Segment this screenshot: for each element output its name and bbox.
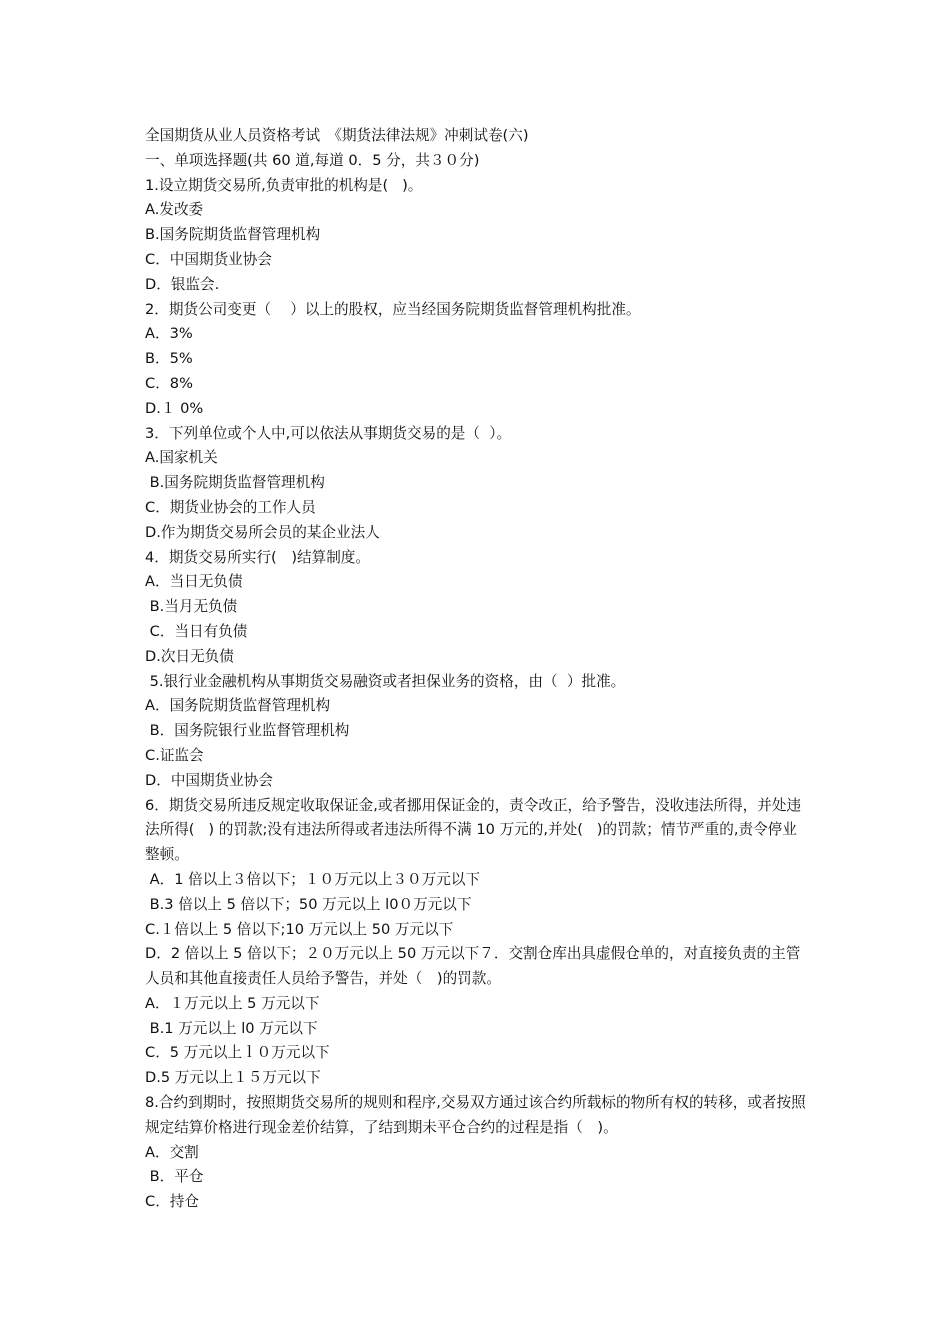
question-3-option-a: A.国家机关 xyxy=(145,449,218,467)
question-5-option-d: D．中国期货业协会 xyxy=(145,771,273,789)
question-1-stem: 1.设立期货交易所,负责审批的机构是( )。 xyxy=(145,176,423,194)
question-3-stem: 3．下列单位或个人中,可以依法从事期货交易的是（ ）。 xyxy=(145,424,512,442)
question-2-option-d: D.１ 0% xyxy=(145,399,204,417)
question-4-option-b: B.当月无负债 xyxy=(145,598,238,616)
question-3-option-d: D.作为期货交易所会员的某企业法人 xyxy=(145,523,380,541)
document-title: 全国期货从业人员资格考试 《期货法律法规》冲刺试卷(六) xyxy=(145,127,529,144)
question-7-option-b: B.1 万元以上 l0 万元以下 xyxy=(145,1019,318,1037)
question-5-option-c: C.证监会 xyxy=(145,746,204,764)
question-6-option-c: C.１倍以上 5 倍以下;10 万元以上 50 万元以下 xyxy=(145,920,454,938)
question-4-option-c: C．当日有负债 xyxy=(145,622,248,640)
question-5-option-b: B．国务院银行业监督管理机构 xyxy=(145,722,350,740)
question-2-option-b: B．5% xyxy=(145,350,193,368)
question-4-stem: 4．期货交易所实行( )结算制度。 xyxy=(145,548,370,566)
question-8-option-a: A．交割 xyxy=(145,1143,199,1161)
question-1-option-a: A.发改委 xyxy=(145,201,204,219)
question-5-stem: 5.银行业金融机构从事期货交易融资或者担保业务的资格，由（ ）批准。 xyxy=(145,672,626,690)
question-6-option-a: A．1 倍以上３倍以下；１０万元以上３０万元以下 xyxy=(145,870,481,888)
question-2-option-c: C．8% xyxy=(145,374,193,392)
question-4-option-d: D.次日无负债 xyxy=(145,647,234,665)
question-8-option-b: B．平仓 xyxy=(145,1168,204,1186)
question-5-option-a: A．国务院期货监督管理机构 xyxy=(145,697,331,715)
question-7-option-d: D.5 万元以上１５万元以下 xyxy=(145,1069,321,1087)
question-1-option-d: D．银监会. xyxy=(145,275,220,293)
question-3-option-c: C．期货业协会的工作人员 xyxy=(145,498,316,516)
question-8-option-c: C．持仓 xyxy=(145,1193,199,1211)
question-6-stem: 6．期货交易所违反规定收取保证金,或者挪用保证金的，责令改正，给予警告，没收违法所得，并处违法所得( ) 的罚款;没有违法所得或者违法所得不满 10 万元的,并处( )的罚款；情节严重的,责令停业整顿。 xyxy=(145,796,802,864)
question-7-option-a: A．１万元以上 5 万元以下 xyxy=(145,994,320,1012)
question-8-stem: 8.合约到期时，按照期货交易所的规则和程序,交易双方通过该合约所载标的物所有权的转移，或者按照规定结算价格进行现金差价结算，了结到期未平仓合约的过程是指（ )。 xyxy=(145,1094,806,1136)
document-body xyxy=(145,124,810,1215)
question-2-stem: 2．期货公司变更（ ）以上的股权，应当经国务院期货监督管理机构批准。 xyxy=(145,300,641,318)
question-6-option-d: D．2 倍以上 5 倍以下；２０万元以上 50 万元以下７．交割仓库出具虚假仓单的，对直接负责的主管人员和其他直接责任人员给予警告，并处（ )的罚款。 xyxy=(145,945,801,988)
section-heading: 一、单项选择题(共 60 道,每道 0．5 分，共３０分) xyxy=(145,151,480,169)
question-4-option-a: A．当日无负债 xyxy=(145,573,243,591)
question-2-option-a: A．3% xyxy=(145,325,193,343)
question-1-option-c: C．中国期货业协会 xyxy=(145,250,272,268)
question-7-option-c: C．5 万元以上ｌ０万元以下 xyxy=(145,1044,330,1062)
question-1-option-b: B.国务院期货监督管理机构 xyxy=(145,226,321,244)
question-6-option-b: B.3 倍以上 5 倍以下；50 万元以上 l0０万元以下 xyxy=(145,895,472,913)
question-3-option-b: B.国务院期货监督管理机构 xyxy=(145,474,325,492)
